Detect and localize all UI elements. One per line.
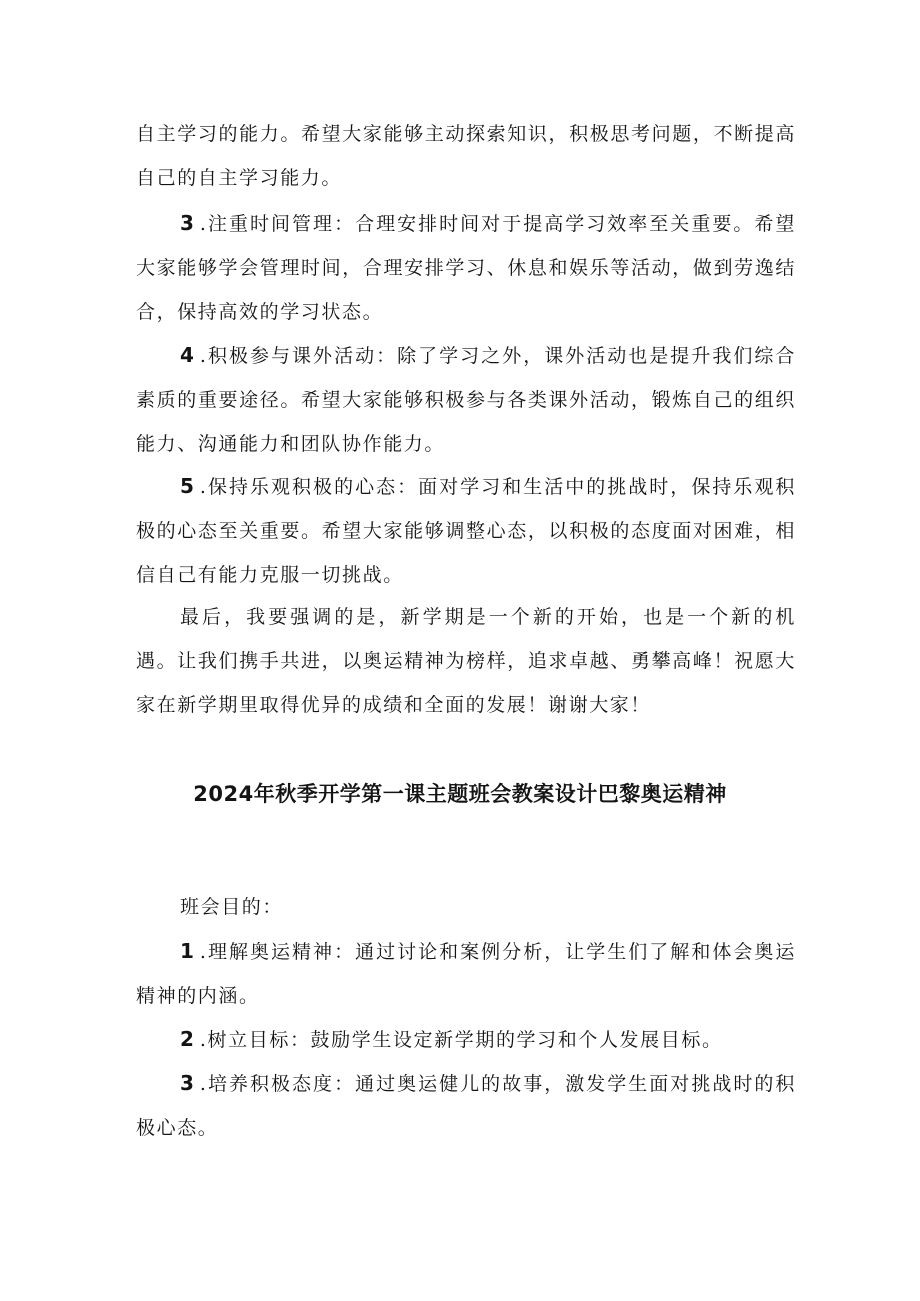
goal-item-set-goals — [136, 1017, 796, 1062]
list-number: 3 — [180, 211, 194, 235]
goal-text: .理解奥运精神：通过讨论和案例分析，让学生们了解和体会奥运精神的内涵。 — [136, 941, 796, 1007]
paragraph-text: .保持乐观积极的心态：面对学习和生活中的挑战时，保持乐观积极的心态至关重要。希望大家能够调整心态，以积极的态度面对困难，相信自己有能力克服一切挑战。 — [136, 476, 796, 586]
paragraph-time-management — [136, 201, 796, 334]
paragraph-text: 最后，我要强调的是，新学期是一个新的开始，也是一个新的机遇。让我们携手共进，以奥运精神为榜样，追求卓越、勇攀高峰！祝愿大家在新学期里取得优异的成绩和全面的发展！谢谢大家！ — [136, 606, 796, 716]
list-number: 2 — [180, 1027, 194, 1051]
goal-item-attitude — [136, 1061, 796, 1150]
paragraph-text: 自主学习的能力。希望大家能够主动探索知识，积极思考问题，不断提高自己的自主学习能力。 — [136, 123, 796, 189]
list-number: 5 — [180, 474, 194, 498]
goal-item-understand — [136, 929, 796, 1018]
paragraph-extracurricular — [136, 333, 796, 466]
paragraph-self-study — [136, 112, 796, 200]
goal-text: .培养积极态度：通过奥运健儿的故事，激发学生面对挑战时的积极心态。 — [136, 1073, 796, 1139]
goals-heading-text: 班会目的： — [180, 896, 284, 918]
list-number: 1 — [180, 939, 194, 963]
paragraph-text: .注重时间管理：合理安排时间对于提高学习效率至关重要。希望大家能够学会管理时间，合理安排学习、休息和娱乐等活动，做到劳逸结合，保持高效的学习状态。 — [136, 213, 796, 323]
paragraph-closing — [136, 595, 796, 727]
paragraph-positive-attitude — [136, 464, 796, 597]
goals-heading — [136, 885, 796, 929]
list-number: 3 — [180, 1071, 194, 1095]
section-title: 2024年秋季开学第一课主题班会教案设计巴黎奥运精神 — [193, 782, 727, 806]
paragraph-text: .积极参与课外活动：除了学习之外，课外活动也是提升我们综合素质的重要途径。希望大家能够积极参与各类课外活动，锻炼自己的组织能力、沟通能力和团队协作能力。 — [136, 345, 796, 455]
list-number: 4 — [180, 343, 194, 367]
goal-text: .树立目标：鼓励学生设定新学期的学习和个人发展目标。 — [199, 1029, 723, 1051]
